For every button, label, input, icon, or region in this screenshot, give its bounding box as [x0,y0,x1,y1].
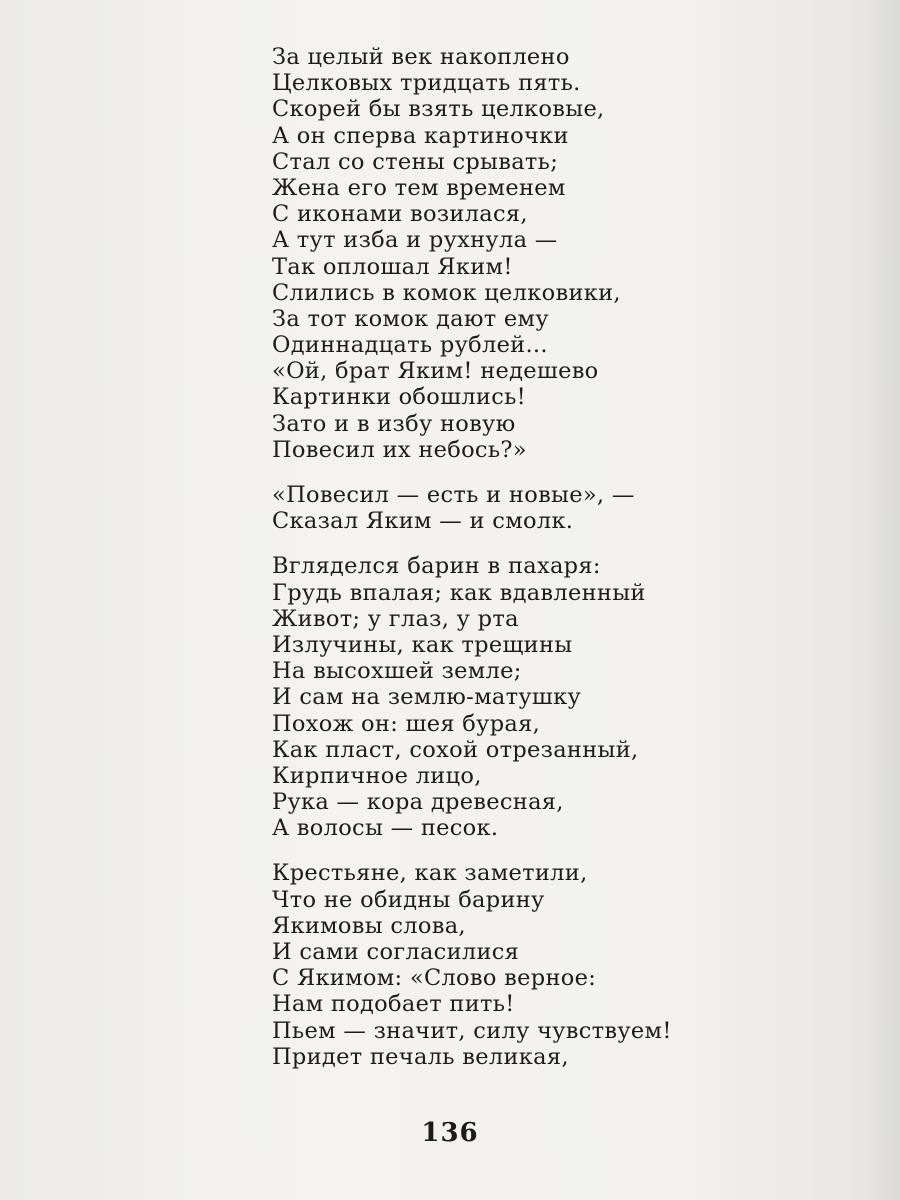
poem-line: «Повесил — есть и новые», — [272,482,635,508]
poem-line: И сами согласилися [272,939,520,965]
poem-line: Живот; у глаз, у рта [272,605,519,632]
poem-line: Зато и в избу новую [272,410,516,437]
stanza-1 [272,44,832,463]
poem-line: «Ой, брат Яким! недешево [272,358,599,385]
poem-line: Грудь впалая; как вдавленный [272,579,646,606]
poem-line: Жена его тем временем [272,174,566,201]
poem-line: Придет печаль великая, [272,1043,569,1070]
page-edge-shadow [860,0,900,1200]
poem-line: Одиннадцать рублей... [272,332,548,359]
poem-line: С иконами возилася, [272,201,528,228]
poem-line: Рука — кора древесная, [272,789,564,816]
poem-line: Сказал Яким — и смолк. [272,508,574,535]
poem-line: Так оплошал Яким! [272,253,513,280]
poem-line: Нам подобает пить! [272,991,515,1018]
stanza-3 [272,553,832,841]
poem-line: Кирпичное лицо, [272,762,482,789]
poem-line: За тот комок дают ему [272,305,549,332]
poem-line: Как пласт, сохой отрезанный, [272,736,639,763]
poem-line: Похож он: шея бурая, [272,710,541,737]
stanza-2 [272,482,832,534]
poem-line: За целый век накоплено [272,44,570,70]
poem-line: А он сперва картиночки [272,122,569,149]
poem-line: А волосы — песок. [272,815,499,842]
poem-line: Стал со стены срывать; [272,148,559,175]
poem-line: С Якимом: «Слово верное: [272,965,597,992]
poem-line: Что не обидны барину [272,886,545,913]
poem-line: Картинки обошлись! [272,384,527,411]
poem-line: На высохшей земле; [272,658,522,685]
poem-line: Повесил их небось?» [272,436,527,463]
poem-line: Слились в комок целковики, [272,279,621,306]
poem-line: Якимовы слова, [272,912,466,939]
poem-line: Целковых тридцать пять. [272,70,581,97]
poem-line: Скорей бы взять целковые, [272,96,605,123]
page-number: 136 [421,1118,479,1148]
poem-line: Вгляделся барин в пахаря: [272,553,601,580]
poem-line: И сам на землю-матушку [272,684,581,711]
poem-line: Пьем — значит, силу чувствуем! [272,1017,672,1044]
poem-text [272,44,832,1089]
stanza-4 [272,860,832,1070]
poem-line: А тут изба и рухнула — [272,227,558,254]
poem-line: Крестьяне, как заметили, [272,860,588,887]
poem-line: Излучины, как трещины [272,631,573,658]
